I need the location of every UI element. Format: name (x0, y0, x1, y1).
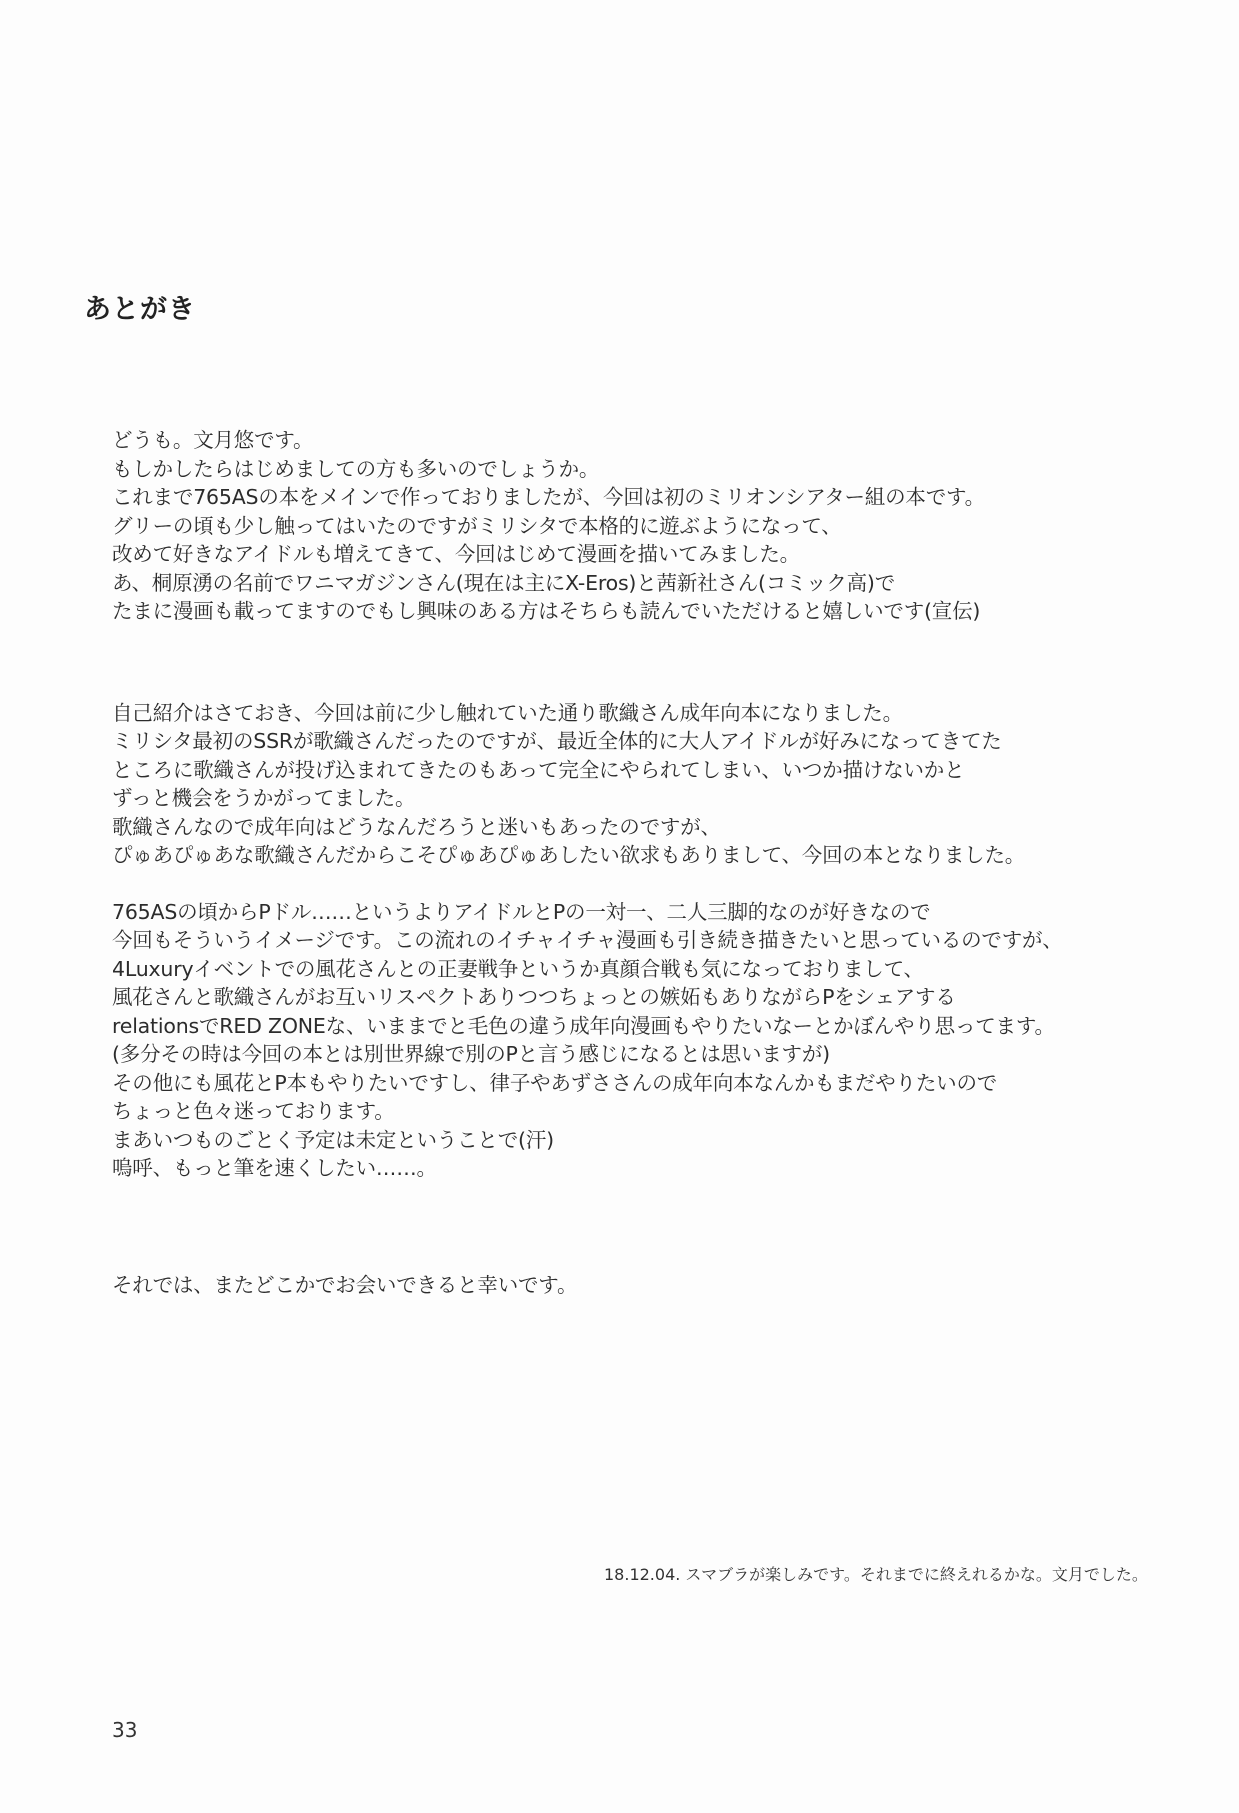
page-heading: あとがき (84, 294, 196, 325)
text-line: 今回もそういうイメージです。この流れのイチャイチャ漫画も引き続き描きたいと思っているのですが、 (112, 928, 1063, 952)
text-line: その他にも風花とP本もやりたいですし、律子やあずささんの成年向本なんかもまだやりたいので (112, 1070, 998, 1095)
text-line: 嗚呼、もっと筆を速くしたい……。 (112, 1156, 437, 1180)
text-line: ところに歌織さんが投げ込まれてきたのもあって完全にやられてしまい、いつか描けないかと (112, 757, 965, 782)
paragraph-spacer (112, 626, 1172, 699)
text-line: 4Luxuryイベントでの風花さんとの正妻戦争というか真顔合戦も気になっておりまして、 (112, 956, 924, 981)
afterword-body (112, 426, 1172, 1299)
text-line: ミリシタ最初のSSRが歌織さんだったのですが、最近全体的に大人アイドルが好みになってきてた (112, 729, 1002, 753)
text-line: 歌織さんなので成年向はどうなんだろうと迷いもあったのですが、 (112, 814, 721, 839)
text-line: まあいつものごとく予定は未定ということで(汗) (112, 1127, 554, 1152)
page-number: 33 (112, 1718, 138, 1742)
paragraph-topic (112, 699, 1172, 870)
text-line: たまに漫画も載ってますのでもし興味のある方はそちらも読んでいただけると嬉しいです(宣伝) (112, 599, 981, 623)
text-line: 改めて好きなアイドルも増えてきて、今回はじめて漫画を描いてみました。 (112, 542, 800, 566)
dated-signature: 18.12.04. スマブラが楽しみです。それまでに終えれるかな。文月でした。 (604, 1565, 1148, 1584)
text-line: ぴゅあぴゅあな歌織さんだからこそぴゅあぴゅあしたい欲求もありまして、今回の本となりました。 (112, 843, 1026, 867)
text-line: 自己紹介はさておき、今回は前に少し触れていた通り歌織さん成年向本になりました。 (112, 700, 903, 725)
text-line: それでは、またどこかでお会いできると幸いです。 (112, 1272, 578, 1297)
text-line: あ、桐原湧の名前でワニマガジンさん(現在は主にX-Eros)と茜新社さん(コミック高)で (112, 570, 896, 595)
paragraph-plans (112, 898, 1172, 1183)
text-line: relationsでRED ZONEな、いままでと毛色の違う成年向漫画もやりたいなーとかぼんやり思ってます。 (112, 1013, 1055, 1038)
text-line: これまで765ASの本をメインで作っておりましたが、今回は初のミリオンシアター組の本です。 (112, 485, 985, 509)
text-line: (多分その時は今回の本とは別世界線で別のPと言う感じになるとは思いますが) (112, 1042, 830, 1066)
text-line: グリーの頃も少し触ってはいたのですがミリシタで本格的に遊ぶようになって、 (112, 513, 842, 538)
paragraph-closing (112, 1271, 1172, 1300)
text-line: もしかしたらはじめましての方も多いのでしょうか。 (112, 456, 600, 481)
paragraph-spacer (112, 1183, 1172, 1271)
paragraph-intro (112, 426, 1172, 626)
text-line: ずっと機会をうかがってました。 (112, 786, 416, 810)
text-line: どうも。文月悠です。 (112, 428, 314, 452)
text-line: 765ASの頃からPドル……というよりアイドルとPの一対一、二人三脚的なのが好きなので (112, 899, 931, 924)
paragraph-spacer (112, 870, 1172, 898)
text-line: ちょっと色々迷っております。 (112, 1099, 395, 1123)
text-line: 風花さんと歌織さんがお互いリスペクトありつつちょっとの嫉妬もありながらPをシェアする (112, 985, 956, 1009)
